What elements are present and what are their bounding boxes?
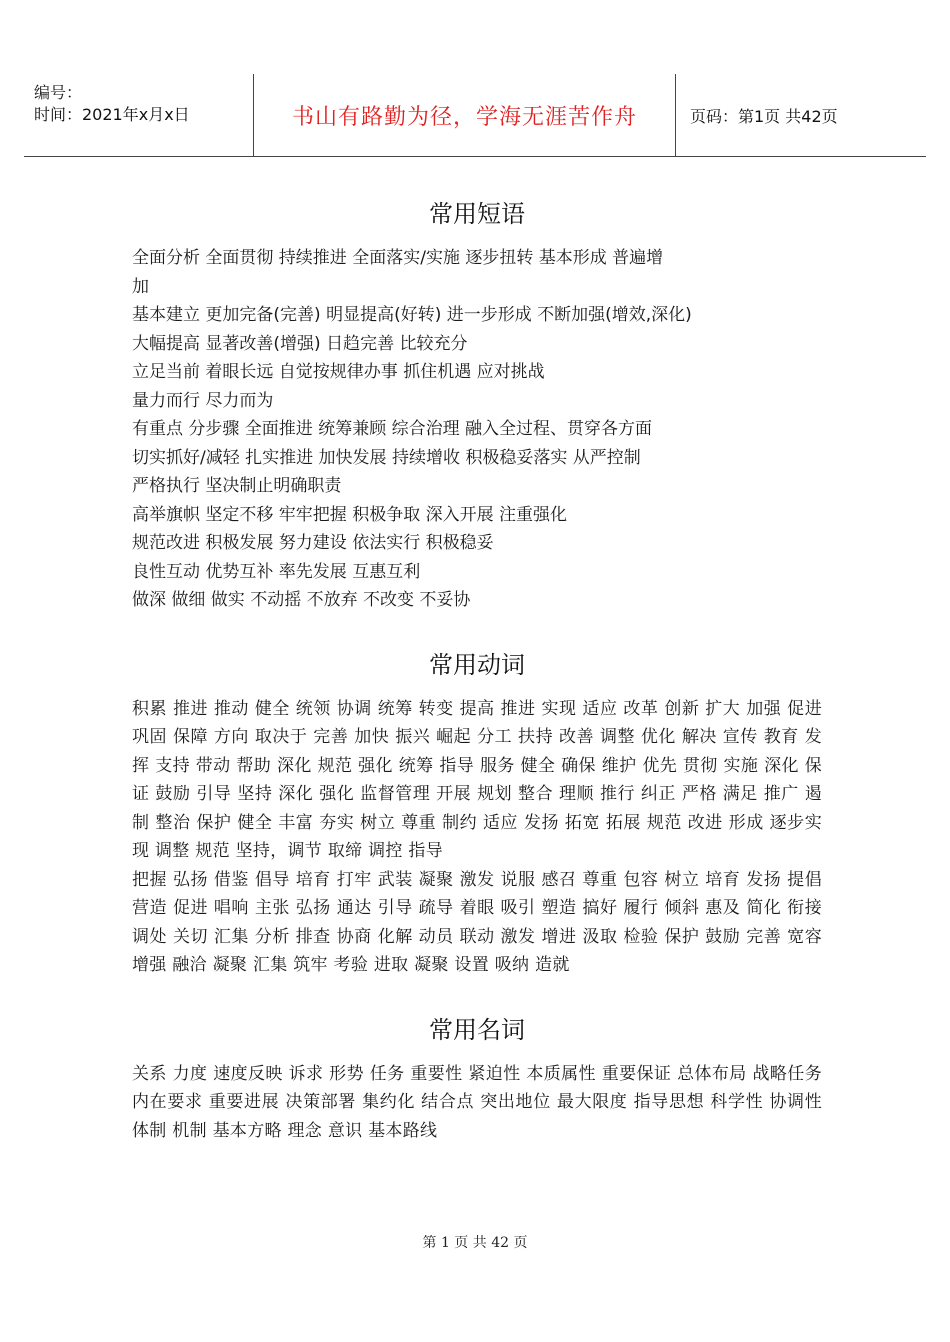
phrase-line: 规范改进 积极发展 努力建设 依法实行 积极稳妥 [132, 533, 494, 553]
phrases-list [132, 244, 822, 615]
page-header [24, 74, 926, 157]
header-page-info-cell [676, 74, 926, 156]
phrase-line: 加 [132, 276, 149, 297]
page-footer: 第 1 页 共 42 页 [422, 1235, 528, 1251]
phrase-line: 基本建立 更加完备(完善) 明显提高(好转) 进一步形成 不断加强(增效,深化) [132, 305, 692, 325]
section-title-verbs: 常用动词 [429, 650, 525, 679]
phrase-line: 量力而行 尽力而为 [132, 390, 274, 411]
phrase-line: 立足当前 着眼长远 自觉按规律办事 抓住机遇 应对挑战 [132, 362, 545, 382]
document-body [132, 188, 822, 1145]
phrase-line: 做深 做细 做实 不动摇 不放弃 不改变 不妥协 [132, 590, 471, 610]
header-motto: 书山有路勤为径，学海无涯苦作舟 [291, 104, 637, 130]
nouns-paragraph: 关系 力度 速度反映 诉求 形势 任务 重要性 紧迫性 本质属性 重要保证 总体布局 战略任务 内在要求 重要进展 决策部署 集约化 结合点 突出地位 最大限度 指导思想 科学性 协调性 体制 机制 基本方略 理念 意识 基本路线 [132, 1063, 822, 1141]
phrase-line: 高举旗帜 坚定不移 牢牢把握 积极争取 深入开展 注重强化 [132, 504, 568, 525]
phrase-line: 切实抓好/减轻 扎实推进 加快发展 持续增收 积极稳妥落实 从严控制 [132, 447, 641, 468]
verbs-paragraph: 把握 弘扬 借鉴 倡导 培育 打牢 武装 凝聚 激发 说服 感召 尊重 包容 树立 培育 发扬 提倡 营造 促进 唱响 主张 弘扬 通达 引导 疏导 着眼 吸引 塑造 搞好 履行 倾斜 惠及 简化 衔接 调处 关切 汇集 分析 排查 协商 化解 动员 联动 激发 增进 汲取 检验 保护 鼓励 完善 宽容 增强 融洽 凝聚 汇集 筑牢 考验 进取 凝聚 设置 吸纳 造就 [132, 869, 822, 975]
document-time-label: 时间：2021年x月x日 [34, 105, 190, 124]
header-meta [24, 74, 254, 156]
phrase-line: 良性互动 优势互补 率先发展 互惠互利 [132, 561, 421, 582]
header-motto-cell [254, 74, 676, 156]
header-page-info: 页码：第1页 共42页 [690, 106, 838, 126]
phrase-line: 全面分析 全面贯彻 持续推进 全面落实/实施 逐步扭转 基本形成 普遍增 [132, 248, 664, 268]
section-title-phrases: 常用短语 [429, 200, 525, 228]
phrase-line: 有重点 分步骤 全面推进 统筹兼顾 综合治理 融入全过程、贯穿各方面 [132, 419, 653, 439]
phrase-line: 严格执行 坚决制止明确职责 [132, 476, 342, 496]
phrase-line: 大幅提高 显著改善(增强) 日趋完善 比较充分 [132, 333, 468, 354]
verbs-paragraph: 积累 推进 推动 健全 统领 协调 统筹 转变 提高 推进 实现 适应 改革 创新 扩大 加强 促进 巩固 保障 方向 取决于 完善 加快 振兴 崛起 分工 扶持 改善 调整 优化 解决 宣传 教育 发挥 支持 带动 帮助 深化 规范 强化 统筹 指导 服务 健全 确保 维护 优先 贯彻 实施 深化 保证 鼓励 引导 坚持 深化 强化 监督管理 开展 规划 整合 理顺 推行 纠正 严格 满足 推广 遏制 整治 保护 健全 丰富 夯实 树立 尊重 制约 适应 发扬 拓宽 拓展 规范 改进 形成 逐步实现 调整 规范 坚持，调节 取缔 调控 指导 [132, 698, 822, 861]
section-title-nouns: 常用名词 [429, 1015, 525, 1044]
document-number-label: 编号： [34, 83, 83, 102]
